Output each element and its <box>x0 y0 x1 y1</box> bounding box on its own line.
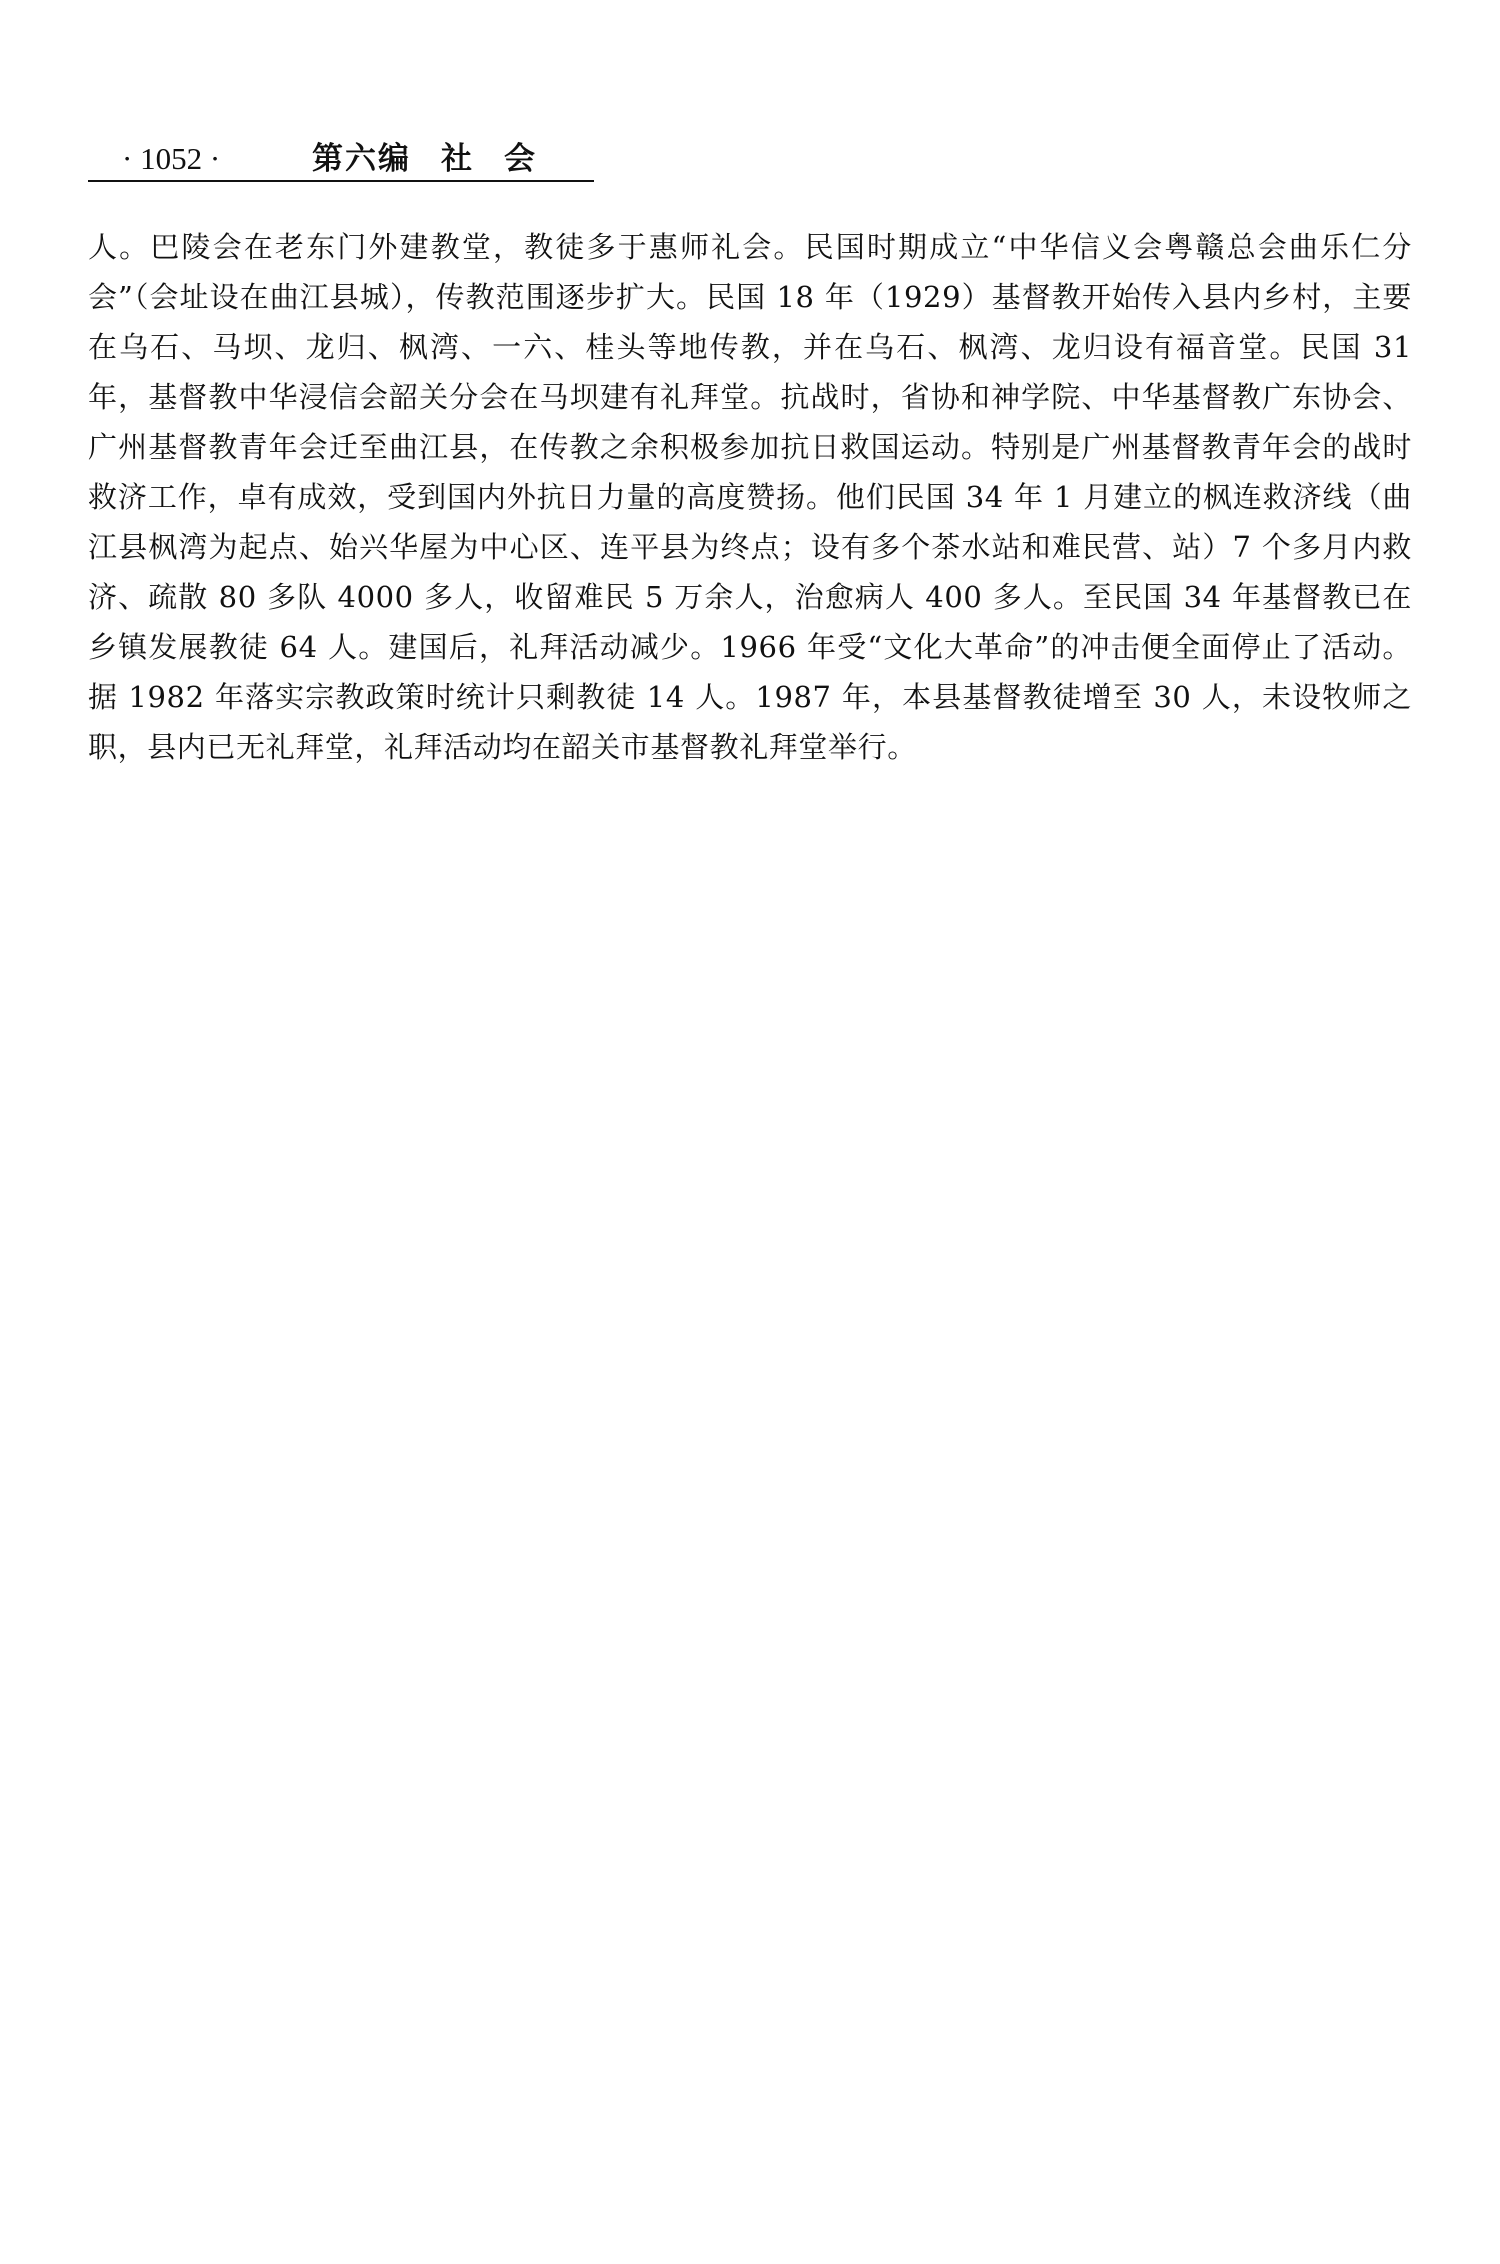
section-name-second: 会 <box>504 141 537 177</box>
section-name-first: 社 <box>441 141 474 177</box>
section-part: 第六编 <box>312 141 411 177</box>
section-title <box>312 138 537 180</box>
body-paragraph: 人。巴陵会在老东门外建教堂，教徒多于惠师礼会。民国时期成立“中华信义会粤赣总会曲乐仁分会”（会址设在曲江县城），传教范围逐步扩大。民国 18 年（1929）基督教开始传入县内乡村，主要在乌石、马坝、龙归、枫湾、一六、桂头等地传教，并在乌石、枫湾、龙归设有福音堂。民国 31 年，基督教中华浸信会韶关分会在马坝建有礼拜堂。抗战时，省协和神学院、中华基督教广东协会、广州基督教青年会迁至曲江县，在传教之余积极参加抗日救国运动。特别是广州基督教青年会的战时救济工作，卓有成效，受到国内外抗日力量的高度赞扬。他们民国 34 年 1 月建立的枫连救济线（曲江县枫湾为起点、始兴华屋为中心区、连平县为终点；设有多个茶水站和难民营、站）7 个多月内救济、疏散 80 多队 4000 多人，收留难民 5 万余人，治愈病人 400 多人。至民国 34 年基督教已在乡镇发展教徒 64 人。建国后，礼拜活动减少。1966 年受“文化大革命”的冲击便全面停止了活动。据 1982 年落实宗教政策时统计只剩教徒 14 人。1987 年，本县基督教徒增至 30 人，未设牧师之职，县内已无礼拜堂，礼拜活动均在韶关市基督教礼拜堂举行。 <box>88 230 1412 764</box>
page-number: · 1052 · <box>122 141 221 176</box>
running-header <box>88 138 594 182</box>
